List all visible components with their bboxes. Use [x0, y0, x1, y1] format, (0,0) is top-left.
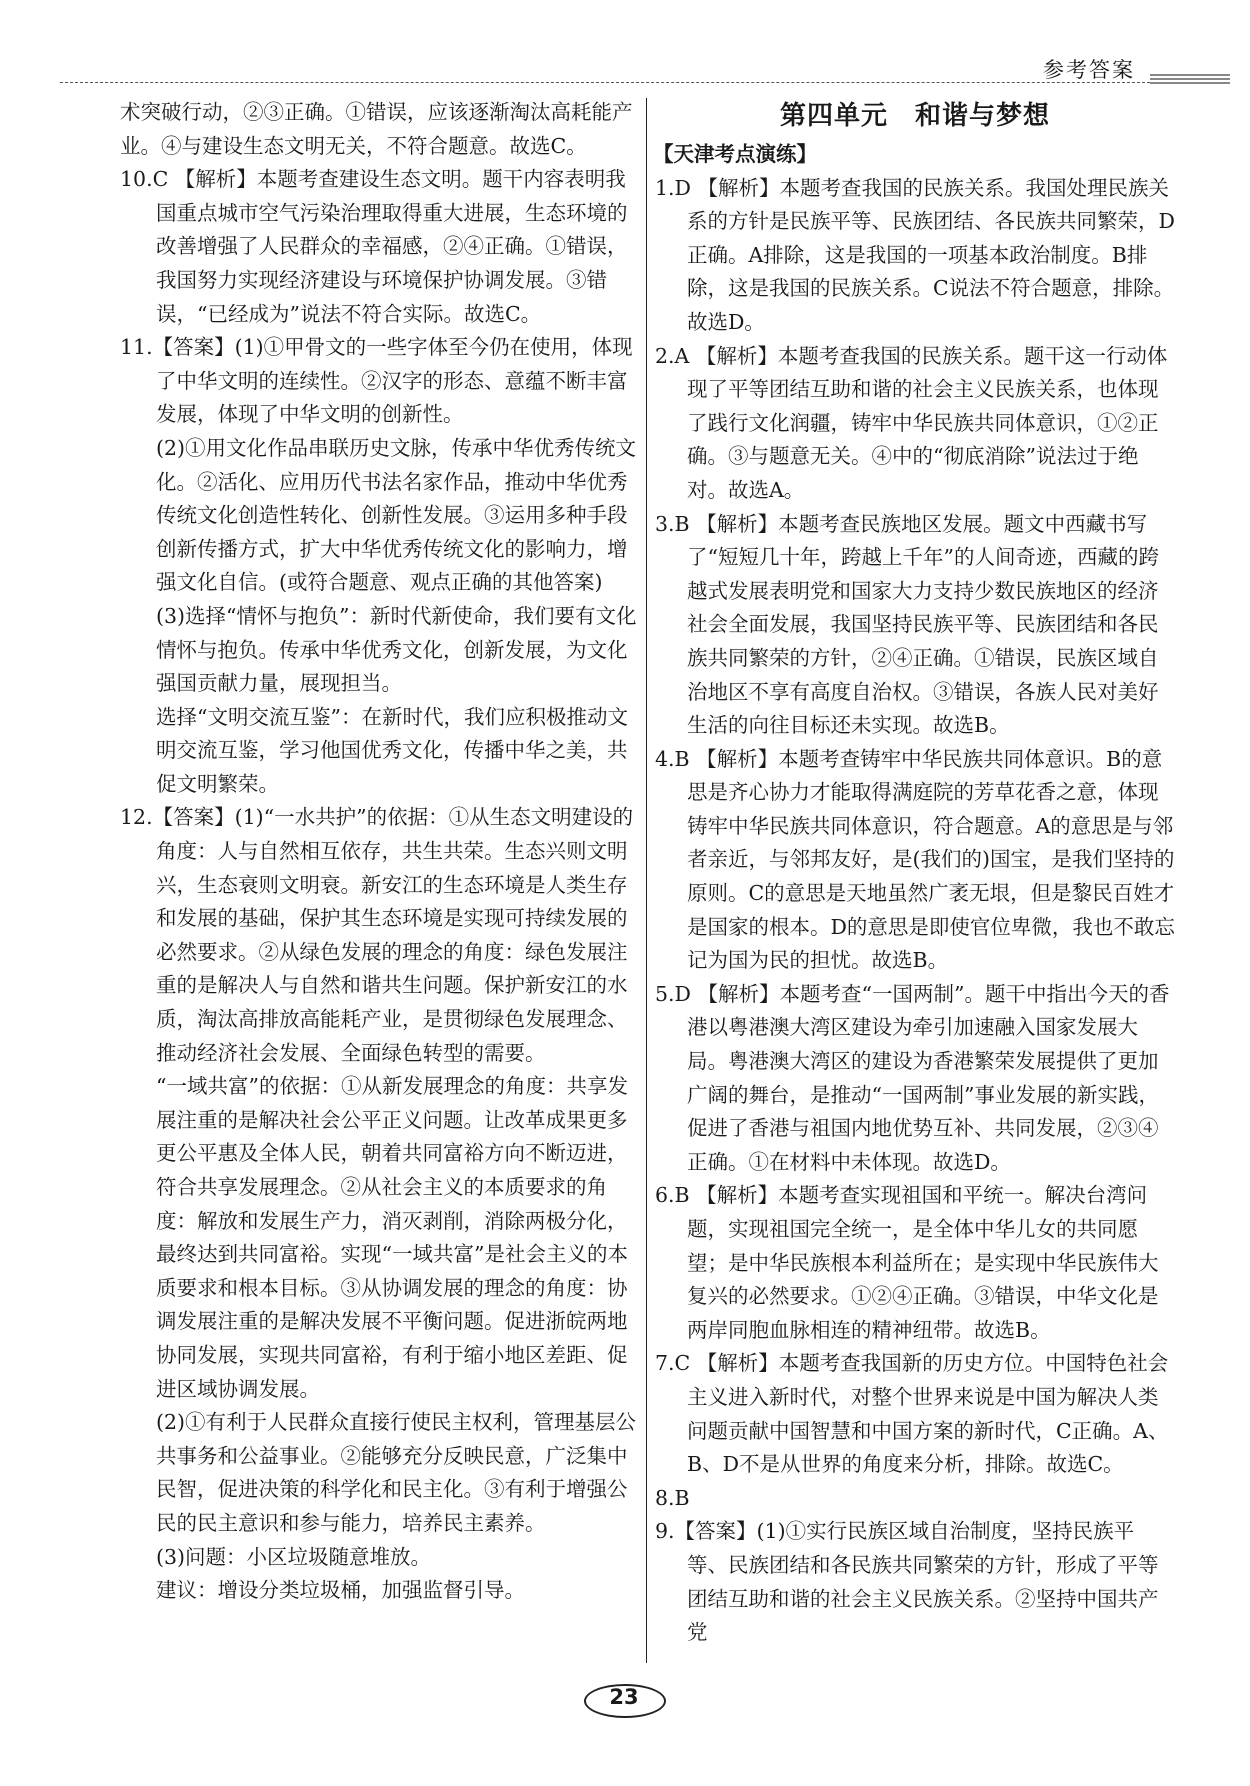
answer-item-12-part-1b: “一域共富”的依据：①从新发展理念的角度：共享发展注重的是解决社会公平正义问题。让改革成果更多更公平惠及全体人民，朝着共同富裕方向不断迈进，符合共享发展理念。②从社会主义的本质要求的角度：解放和发展生产力，消灭剥削，消除两极分化，最终达到共同富裕。实现“一域共富”是社会主义的本质要求和根本目标。③从协调发展的理念的角度：协调发展注重的是解决发展不平衡问题。促进浙皖两地协同发展，实现共同富裕，有利于缩小地区差距、促进区域协调发展。 — [156, 1074, 628, 1401]
answer-item-12-part-2: (2)①有利于人民群众直接行使民主权利，管理基层公共事务和公益事业。②能够充分反映民意，广泛集中民智，促进决策的科学化和民主化。③有利于增强公民的民主意识和参与能力，培养民主素养。 — [156, 1410, 637, 1535]
column-divider — [646, 98, 647, 1663]
page-number: 23 — [609, 1685, 639, 1709]
answer-item-3: 3.B 【解析】本题考查民族地区发展。题文中西藏书写了“短短几十年，跨越上千年”的人间奇迹，西藏的跨越式发展表明党和国家大力支持少数民族地区的经济社会全面发展，我国坚持民族平等、民族团结和各民族共同繁荣的方针，②④正确。①错误，民族区域自治地区不享有高度自治权。③错误，各族人民对美好生活的向往目标还未实现。故选B。 — [655, 511, 1159, 738]
answer-item-10: 10.C 【解析】本题考查建设生态文明。题干内容表明我国重点城市空气污染治理取得重大进展，生态环境的改善增强了人民群众的幸福感，②④正确。①错误，我国努力实现经济建设与环境保护协调发展。③错误，“已经成为”说法不符合实际。故选C。 — [120, 167, 628, 326]
answer-item-4: 4.B 【解析】本题考查铸牢中华民族共同体意识。B的意思是齐心协力才能取得满庭院的芳草花香之意，体现铸牢中华民族共同体意识，符合题意。A的意思是与邻者亲近，与邻邦友好，是(我们的)国宝，是我们坚持的原则。C的意思是天地虽然广袤无垠，但是黎民百姓才是国家的根本。D的意思是即使官位卑微，我也不敢忘记为国为民的担忧。故选B。 — [655, 746, 1175, 973]
right-column — [655, 96, 1175, 1650]
answer-continuation: 术突破行动，②③正确。①错误，应该逐渐淘汰高耗能产业。④与建设生态文明无关，不符合题意。故选C。 — [120, 100, 633, 158]
section-label: 【天津考点演练】 — [653, 142, 817, 166]
header-rule — [60, 82, 1150, 83]
answer-item-6: 6.B 【解析】本题考查实现祖国和平统一。解决台湾问题，实现祖国完全统一，是全体中华儿女的共同愿望；是中华民族根本利益所在；是实现中华民族伟大复兴的必然要求。①②④正确。③错误，中华文化是两岸同胞血脉相连的精神纽带。故选B。 — [655, 1183, 1159, 1342]
answer-item-12-part-3-problem: (3)问题：小区垃圾随意堆放。 — [156, 1544, 432, 1569]
page-number-badge — [574, 1680, 674, 1720]
unit-title: 第四单元 和谐与梦想 — [779, 101, 1050, 131]
answer-item-11-part-3b: 选择“文明交流互鉴”：在新时代，我们应积极推动文明交流互鉴，学习他国优秀文化，传播中华之美，共促文明繁荣。 — [156, 704, 628, 796]
header-title: 参考答案 — [1043, 58, 1135, 82]
answer-item-5: 5.D 【解析】本题考查“一国两制”。题干中指出今天的香港以粤港澳大湾区建设为牵引加速融入国家发展大局。粤港澳大湾区的建设为香港繁荣发展提供了更加广阔的舞台，是推动“一国两制”事业发展的新实践，促进了香港与祖国内地优势互补、共同发展，②③④正确。①在材料中未体现。故选D。 — [655, 981, 1170, 1174]
answer-item-11: 11.【答案】(1)①甲骨文的一些字体至今仍在使用，体现了中华文明的连续性。②汉字的形态、意蕴不断丰富发展，体现了中华文明的创新性。 — [120, 335, 633, 427]
answer-item-8: 8.B — [655, 1485, 690, 1510]
answer-item-7: 7.C 【解析】本题考查我国新的历史方位。中国特色社会主义进入新时代，对整个世界来说是中国为解决人类问题贡献中国智慧和中国方案的新时代，C正确。A、B、D不是从世界的角度来分析，排除。故选C。 — [655, 1351, 1169, 1477]
answer-item-9: 9.【答案】(1)①实行民族区域自治制度，坚持民族平等、民族团结和各民族共同繁荣的方针，形成了平等团结互助和谐的社会主义民族关系。②坚持中国共产党 — [655, 1519, 1159, 1645]
page-header — [60, 50, 1230, 86]
left-column — [120, 96, 640, 1608]
answer-item-12: 12.【答案】(1)“一水共护”的依据：①从生态文明建设的角度：人与自然相互依存，共生共荣。生态兴则文明兴，生态衰则文明衰。新安江的生态环境是人类生存和发展的基础，保护其生态环境是实现可持续发展的必然要求。②从绿色发展的理念的角度：绿色发展注重的是解决人与自然和谐共生问题。保护新安江的水质，淘汰高排放高能耗产业，是贯彻绿色发展理念、推动经济社会发展、全面绿色转型的需要。 — [120, 805, 634, 1065]
answer-item-1: 1.D 【解析】本题考查我国的民族关系。我国处理民族关系的方针是民族平等、民族团结、各民族共同繁荣，D正确。A排除，这是我国的一项基本政治制度。B排除，这是我国的民族关系。C说法不符合题意，排除。故选D。 — [655, 175, 1175, 334]
answer-item-2: 2.A 【解析】本题考查我国的民族关系。题干这一行动体现了平等团结互助和谐的社会主义民族关系，也体现了践行文化润疆，铸牢中华民族共同体意识，①②正确。③与题意无关。④中的“彻底消除”说法过于绝对。故选A。 — [655, 343, 1168, 502]
answer-item-12-part-3-suggestion: 建议：增设分类垃圾桶，加强监督引导。 — [156, 1578, 525, 1603]
header-decoration — [1150, 72, 1230, 84]
answer-item-11-part-3a: (3)选择“情怀与抱负”：新时代新使命，我们要有文化情怀与抱负。传承中华优秀文化，创新发展，为文化强国贡献力量，展现担当。 — [156, 603, 637, 696]
answer-item-11-part-2: (2)①用文化作品串联历史文脉，传承中华优秀传统文化。②活化、应用历代书法名家作品，推动中华优秀传统文化创造性转化、创新性发展。③运用多种手段创新传播方式，扩大中华优秀传统文化的影响力，增强文化自信。(或符合题意、观点正确的其他答案) — [156, 435, 637, 595]
